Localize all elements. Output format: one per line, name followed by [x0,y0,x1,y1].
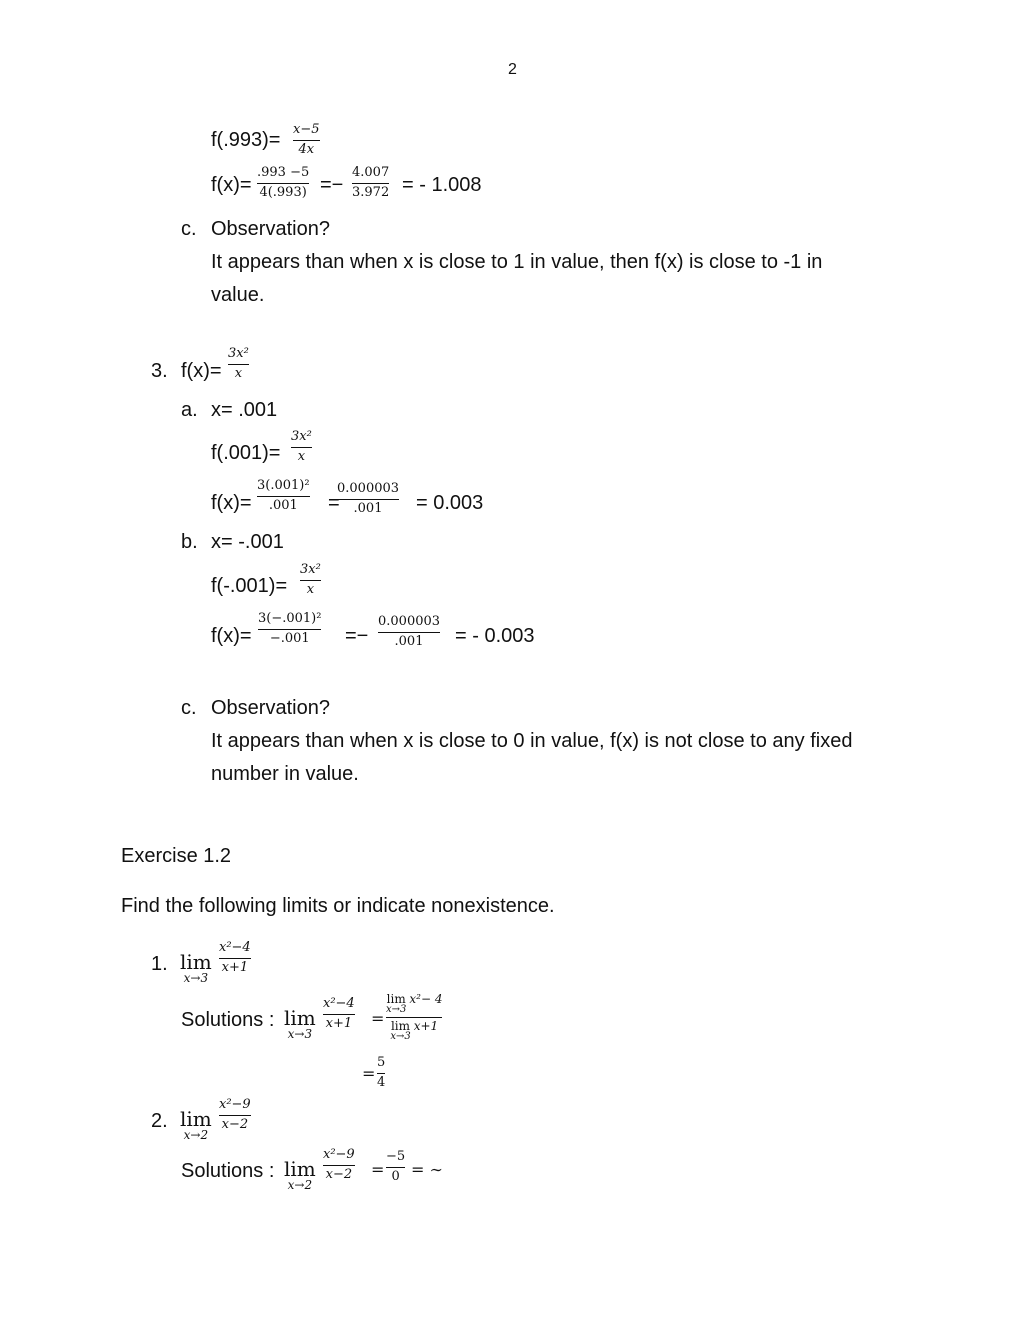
fraction-bar [219,1115,251,1116]
numerator-expression: x²− 4 [409,992,443,1006]
fraction-bar [258,629,321,630]
fraction-numerator: 3x² [300,562,321,577]
part-a-x-value: x= .001 [211,399,278,421]
fraction-denominator: −.001 [269,630,310,646]
lim-word: lim [386,992,406,1006]
fraction-denominator: 4(.993) [259,184,307,200]
fraction-bar [352,183,389,184]
equals-minus: =− [345,625,369,647]
fraction-numerator [386,993,442,1015]
fraction-denominator: x [297,448,306,464]
fraction-denominator: x−2 [221,1116,249,1132]
fraction-denominator: x [234,365,243,381]
lim-subscript: x→3 [287,1027,313,1041]
solutions-label: Solutions : [181,1009,275,1031]
problem-3-fraction [228,347,249,382]
fraction-bar [386,1017,442,1018]
solution-1-fraction [323,997,355,1032]
limit-operator [284,1008,316,1041]
limit-operator [284,1159,316,1192]
result-undefined: = ∼ [411,1160,443,1179]
fraction-bar [337,499,399,500]
fx-calc-label: f(x)= [211,174,252,196]
problem-3-label: f(x)= [181,360,222,382]
part-a-result: = 0.003 [416,492,484,514]
limit-1-fraction [219,941,251,976]
solutions-label: Solutions : [181,1160,275,1182]
fraction-bar [291,447,312,448]
fraction-numerator: x²−9 [219,1097,251,1112]
fraction-numerator: x²−9 [323,1147,355,1162]
observation-title: Observation? [211,218,330,240]
fraction-bar [377,1073,385,1074]
fraction-numerator: x²−4 [323,996,355,1011]
observation-text: It appears than when x is close to 0 in value, f(x) is not close to any fixed [211,730,853,752]
lim-word: lim [180,950,212,974]
fraction-bar [219,958,251,959]
part-b-result: = - 0.003 [455,625,535,647]
fraction-denominator: .001 [353,500,383,516]
lim-word: lim [180,1107,212,1131]
fraction-denominator: x [306,581,315,597]
lim-subscript: x→3 [390,1031,411,1043]
observation-text-cont: number in value. [211,763,359,785]
fraction-bar [386,1167,405,1168]
solution-2-fraction [323,1148,355,1183]
fraction-denominator: 0 [391,1168,400,1184]
fraction-bar [378,632,440,633]
equals-sign: = [371,1160,385,1179]
list-marker-1: 1. [151,953,168,975]
fraction-bar [300,580,321,581]
fraction-denominator: 4x [298,141,315,157]
fraction-numerator: 0.000003 [378,614,441,629]
fraction-numerator: 4.007 [352,165,390,180]
limit-2-answer-fraction [386,1150,405,1185]
fraction-bar [257,183,309,184]
fraction-bar [323,1165,355,1166]
limit-operator [180,952,212,985]
fraction-denominator: x+1 [325,1015,353,1031]
lim-word: lim [390,1019,411,1034]
fraction-numerator: 3x² [228,346,249,361]
fx-calc-fraction-1 [257,166,309,201]
fraction-denominator: x−2 [325,1166,353,1182]
observation-text-cont: value. [211,284,265,306]
part-a-f-fraction [291,430,312,465]
f-993-label: f(.993)= [211,129,281,151]
fraction-numerator: 3(.001)² [257,478,310,493]
fx-calc-fraction-2 [352,166,389,201]
lim-subscript: x→2 [287,1178,313,1192]
f-993-fraction [293,123,320,158]
part-b-calc-label: f(x)= [211,625,252,647]
fraction-numerator: 5 [377,1055,386,1070]
observation-text: It appears than when x is close to 1 in value, then f(x) is close to -1 in [211,251,823,273]
page-number: 2 [508,61,517,78]
fraction-bar [228,364,249,365]
fraction-bar [323,1014,355,1015]
list-marker-a: a. [181,399,198,421]
fraction-numerator: −5 [386,1149,406,1164]
limit-1-answer-fraction [377,1056,385,1091]
fraction-numerator: 3x² [291,429,312,444]
part-a-calc-fraction-2 [337,482,399,517]
list-marker-c: c. [181,697,197,719]
list-marker-3: 3. [151,360,168,382]
equals-sign: = [362,1064,376,1083]
part-b-x-value: x= -.001 [211,531,284,553]
fraction-numerator: .993 −5 [257,165,310,180]
part-b-calc-fraction-1 [258,612,321,647]
part-b-calc-fraction-2 [378,615,440,650]
equals-sign: = [328,492,340,514]
equals-sign: = [371,1009,385,1028]
fraction-denominator: 3.972 [352,184,390,200]
part-a-calc-fraction-1 [257,479,310,514]
list-marker-b: b. [181,531,198,553]
exercise-heading: Exercise 1.2 [121,845,232,867]
fraction-denominator: 4 [377,1074,386,1090]
fraction-numerator: 3(−.001)² [258,611,322,626]
part-a-calc-label: f(x)= [211,492,252,514]
equals-minus: =− [320,174,344,196]
fraction-denominator: x+1 [221,959,249,975]
limit-operator [180,1109,212,1142]
observation-title: Observation? [211,697,330,719]
fraction-denominator [390,1020,438,1042]
fraction-bar [293,140,320,141]
fraction-numerator: x²−4 [219,940,251,955]
part-b-f-label: f(-.001)= [211,575,288,597]
fraction-numerator: 0.000003 [337,481,400,496]
lim-subscript: x→3 [183,971,209,985]
exercise-instruction: Find the following limits or indicate nonexistence. [121,895,555,917]
limit-2-fraction [219,1098,251,1133]
list-marker-c: c. [181,218,197,240]
fraction-numerator: x−5 [293,122,320,137]
part-b-f-fraction [300,563,321,598]
lim-word: lim [284,1006,316,1030]
fraction-bar [257,496,310,497]
lim-word: lim [284,1157,316,1181]
solution-1-rhs-fraction [386,993,442,1043]
result-value: = - 1.008 [402,174,482,196]
lim-subscript: x→3 [386,1003,407,1015]
lim-subscript: x→2 [183,1128,209,1142]
list-marker-2: 2. [151,1110,168,1132]
part-a-f-label: f(.001)= [211,442,281,464]
fraction-denominator: .001 [268,497,298,513]
denominator-expression: x+1 [413,1019,439,1034]
fraction-denominator: .001 [394,633,424,649]
